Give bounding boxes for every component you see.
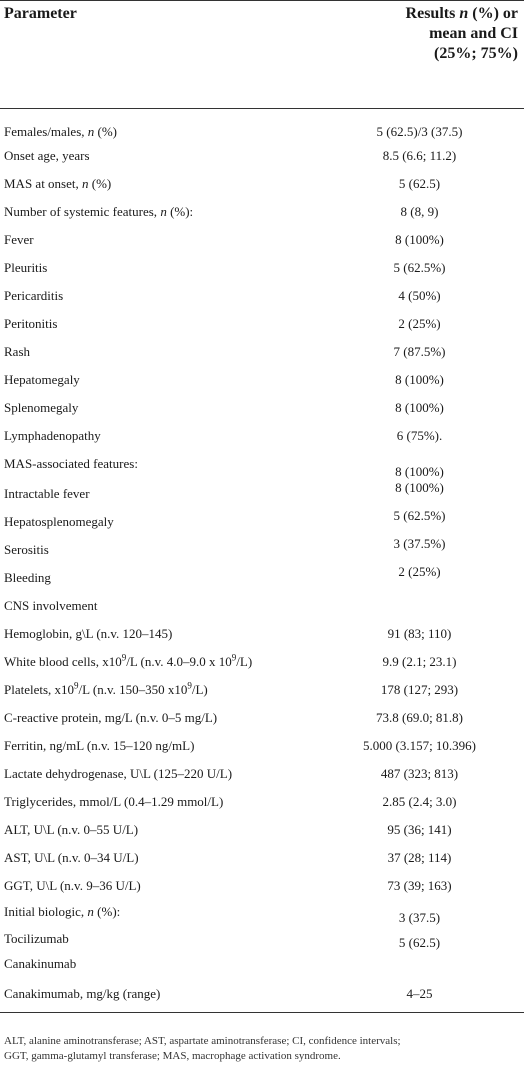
row-label: ALT, U\L (n.v. 0–55 U/L)	[4, 822, 139, 837]
row-value: 3 (37.5)	[398, 910, 441, 925]
row-label: Hemoglobin, g\L (n.v. 120–145)	[4, 626, 173, 641]
table-row	[0, 951, 524, 976]
table-row	[0, 900, 524, 926]
row-label: Initial biologic, n (%):	[4, 904, 121, 919]
row-label: Hepatomegaly	[4, 372, 80, 387]
row-value: 8.5 (6.6; 11.2)	[382, 148, 457, 163]
row-label: White blood cells, $x10^9/L$ (n.v. 4.0–9.0 x $10^9/L$)	[4, 652, 253, 669]
table-row	[0, 976, 524, 1012]
table-row	[0, 254, 524, 282]
row-value: 8 (100%)	[395, 480, 444, 495]
table-row	[0, 226, 524, 254]
table-row	[0, 926, 524, 951]
row-value: 3 (37.5%)	[393, 536, 446, 551]
row-value: 8 (100%)	[395, 372, 444, 387]
row-value: 4 (50%)	[398, 288, 441, 303]
row-label: Hepatosplenomegaly	[4, 514, 114, 529]
table-row	[0, 844, 524, 872]
table-row	[0, 536, 524, 564]
row-label: Splenomegaly	[4, 400, 79, 415]
row-value: 91 (83; 110)	[387, 626, 452, 641]
row-label: GGT, U\L (n.v. 9–36 U/L)	[4, 878, 141, 893]
row-value: 37 (28; 114)	[387, 850, 452, 865]
table-row	[0, 508, 524, 536]
table-row	[0, 170, 524, 198]
row-label: Triglycerides, mmol/L (0.4–1.29 mmol/L)	[4, 794, 224, 809]
row-value: 8 (100%)	[395, 400, 444, 415]
table-row	[0, 366, 524, 394]
row-label: Platelets, $x10^9/L$ (n.v. 150–350 $x10^9/L$)	[4, 680, 208, 697]
row-label: Tocilizumab	[4, 930, 69, 946]
row-value: 8 (100%)	[395, 232, 444, 247]
row-label: Onset age, years	[4, 148, 90, 163]
row-value: 2 (25%)	[398, 564, 441, 579]
row-label: Canakinumab	[4, 955, 77, 971]
row-label: Pleuritis	[4, 260, 48, 275]
row-value	[309, 592, 524, 620]
row-label: Number of systemic features, n (%):	[4, 204, 194, 219]
table-row	[0, 816, 524, 844]
row-value	[309, 951, 524, 976]
row-label: Fever	[4, 232, 34, 247]
table-row	[0, 732, 524, 760]
row-value: 178 (127; 293)	[380, 682, 459, 697]
table-row	[0, 108, 524, 142]
row-value: 8 (8, 9)	[400, 204, 439, 219]
row-label: Bleeding	[4, 570, 51, 585]
row-label: AST, U\L (n.v. 0–34 U/L)	[4, 850, 139, 865]
row-label: Lymphadenopathy	[4, 428, 101, 443]
row-value: 4–25	[309, 976, 524, 1012]
table-row	[0, 704, 524, 732]
row-value: 487 (323; 813)	[380, 766, 459, 781]
table-row	[0, 788, 524, 816]
results-table	[0, 2, 524, 1013]
table-row	[0, 480, 524, 508]
table-footnote	[4, 1034, 522, 1064]
row-value: 2 (25%)	[398, 316, 441, 331]
row-value: 8 (100%)	[395, 464, 444, 479]
row-value: 5 (62.5)	[398, 176, 441, 191]
footnote-line: ALT, alanine aminotransferase; AST, aspartate aminotransferase; CI, confidence intervals;	[4, 1035, 401, 1047]
row-value: 73.8 (69.0; 81.8)	[375, 710, 464, 725]
table-row	[0, 450, 524, 480]
row-label: CNS involvement	[4, 598, 98, 613]
row-label: Intractable fever	[4, 486, 90, 501]
row-label: Ferritin, ng/mL (n.v. 15–120 ng/mL)	[4, 738, 195, 753]
table-row	[0, 648, 524, 676]
table-row	[0, 676, 524, 704]
row-label: C-reactive protein, mg/L (n.v. 0–5 mg/L)	[4, 710, 218, 725]
header-results: Results n (%) or mean and CI (25%; 75%)	[309, 2, 524, 108]
row-value: 73 (39; 163)	[387, 878, 452, 893]
table-row	[0, 620, 524, 648]
row-value: 5.000 (3.157; 10.396)	[362, 738, 477, 753]
table-row	[0, 198, 524, 226]
row-value: 2.85 (2.4; 3.0)	[382, 794, 457, 809]
table-row	[0, 394, 524, 422]
row-value: 7 (87.5%)	[393, 344, 446, 359]
header-parameter: Parameter	[0, 2, 309, 108]
table-row	[0, 310, 524, 338]
row-value: 95 (36; 141)	[387, 822, 452, 837]
row-label: Females/males, n (%)	[4, 124, 118, 139]
table-row	[0, 872, 524, 900]
row-label: Lactate dehydrogenase, U\L (125–220 U/L)	[4, 766, 233, 781]
header-row	[0, 2, 524, 108]
row-value: 9.9 (2.1; 23.1)	[382, 654, 457, 669]
table-row	[0, 338, 524, 366]
table-row	[0, 564, 524, 592]
table-row	[0, 760, 524, 788]
table-row	[0, 142, 524, 170]
row-value: 5 (62.5%)	[393, 508, 446, 523]
row-value: 5 (62.5)/3 (37.5)	[376, 124, 463, 139]
row-label: Canakimumab, mg/kg (range)	[0, 976, 309, 1012]
table-top-rule	[0, 0, 524, 1]
footnote-line: GGT, gamma-glutamyl transferase; MAS, macrophage activation syndrome.	[4, 1050, 341, 1062]
row-label: Serositis	[4, 542, 49, 557]
table-row	[0, 422, 524, 450]
row-value: 5 (62.5%)	[393, 260, 446, 275]
row-value: 6 (75%).	[396, 428, 443, 443]
row-label: MAS-associated features:	[4, 456, 138, 471]
row-label: Pericarditis	[4, 288, 64, 303]
row-label: Peritonitis	[4, 316, 58, 331]
row-value: 5 (62.5)	[398, 935, 441, 950]
row-label: MAS at onset, n (%)	[4, 176, 112, 191]
row-label: Rash	[4, 344, 30, 359]
table-row	[0, 282, 524, 310]
table-row	[0, 592, 524, 620]
